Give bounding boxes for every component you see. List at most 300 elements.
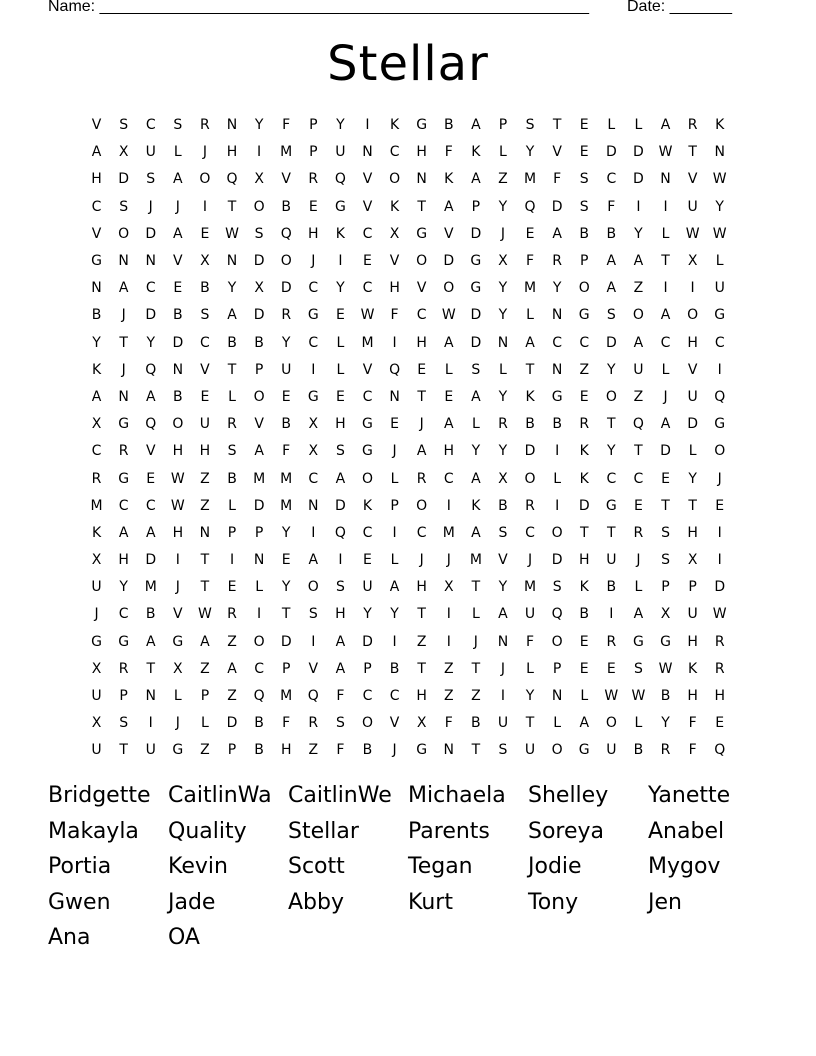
grid-letter: N	[172, 361, 184, 378]
grid-letter: H	[172, 443, 184, 460]
grid-letter: A	[471, 117, 481, 134]
grid-letter: E	[335, 388, 345, 405]
grid-letter: C	[91, 443, 102, 460]
grid-letter: D	[633, 171, 644, 188]
grid-letter: O	[578, 280, 590, 297]
grid-letter: P	[309, 144, 318, 161]
grid-letter: O	[280, 253, 292, 270]
grid-letter: G	[118, 470, 130, 487]
grid-letter: A	[660, 416, 671, 433]
grid-letter: T	[200, 579, 210, 596]
grid-letter: R	[660, 742, 671, 759]
grid-letter: K	[715, 117, 725, 134]
grid-letter: D	[524, 443, 536, 460]
word-list-item: Kevin	[168, 854, 228, 879]
grid-letter: M	[280, 470, 293, 487]
grid-letter: F	[526, 253, 535, 270]
grid-letter: A	[200, 633, 210, 650]
word-list-item: Mygov	[648, 854, 721, 879]
grid-letter: W	[631, 688, 646, 705]
grid-letter: R	[525, 497, 535, 514]
grid-letter: T	[417, 660, 426, 677]
grid-row	[83, 710, 734, 737]
grid-letter: F	[553, 171, 562, 188]
grid-letter: M	[144, 579, 157, 596]
grid-letter: H	[280, 742, 292, 759]
grid-letter: I	[365, 117, 370, 134]
grid-letter: B	[227, 334, 237, 351]
grid-letter: E	[335, 307, 345, 324]
grid-letter: Y	[336, 280, 345, 297]
grid-row	[83, 629, 734, 656]
grid-letter: G	[362, 443, 373, 460]
grid-letter: D	[578, 497, 590, 514]
grid-letter: J	[121, 307, 126, 324]
grid-letter: X	[200, 253, 210, 270]
grid-letter: R	[118, 660, 129, 677]
grid-letter: Y	[281, 579, 291, 596]
grid-letter: A	[660, 307, 671, 324]
grid-row	[83, 493, 734, 520]
grid-letter: X	[91, 715, 102, 732]
grid-letter: Z	[498, 171, 508, 188]
word-list-item: CaitlinWa	[168, 783, 272, 808]
grid-letter: E	[281, 552, 291, 569]
grid-letter: T	[607, 524, 616, 541]
grid-letter: D	[605, 144, 617, 161]
word-list-item: Quality	[168, 818, 247, 844]
grid-letter: B	[254, 334, 264, 351]
grid-letter: E	[200, 388, 210, 405]
grid-letter: W	[441, 307, 456, 324]
grid-letter: V	[687, 361, 698, 378]
grid-letter: I	[257, 144, 262, 161]
word-list-item: Abby	[288, 889, 344, 915]
grid-letter: Y	[688, 470, 697, 487]
grid-letter: N	[145, 253, 156, 270]
grid-row	[83, 330, 734, 357]
grid-letter: P	[661, 579, 670, 596]
grid-letter: A	[471, 470, 481, 487]
grid-letter: P	[390, 497, 399, 514]
grid-letter: S	[119, 715, 129, 732]
grid-letter: O	[416, 497, 428, 514]
grid-letter: V	[173, 253, 183, 270]
grid-row	[83, 438, 734, 465]
grid-letter: S	[200, 307, 210, 324]
grid-letter: C	[362, 225, 373, 242]
grid-letter: U	[362, 579, 373, 596]
grid-letter: E	[281, 388, 291, 405]
grid-letter: Y	[525, 144, 535, 161]
grid-letter: B	[579, 606, 590, 623]
grid-letter: Y	[281, 524, 291, 541]
grid-letter: I	[636, 198, 641, 215]
grid-letter: N	[714, 144, 725, 161]
grid-letter: H	[687, 334, 698, 351]
grid-letter: G	[172, 742, 184, 759]
grid-letter: V	[91, 225, 102, 242]
grid-letter: S	[661, 524, 670, 541]
grid-letter: U	[524, 742, 536, 759]
grid-letter: S	[308, 606, 318, 623]
grid-letter: S	[552, 579, 562, 596]
grid-letter: Q	[226, 171, 238, 188]
grid-letter: W	[360, 307, 375, 324]
grid-letter: O	[687, 307, 699, 324]
grid-letter: C	[362, 280, 373, 297]
grid-letter: W	[658, 144, 673, 161]
grid-letter: E	[417, 361, 427, 378]
grid-letter: T	[525, 361, 535, 378]
grid-letter: K	[579, 443, 589, 460]
grid-letter: I	[555, 497, 560, 514]
grid-letter: L	[390, 470, 399, 487]
grid-letter: M	[280, 497, 293, 514]
grid-row	[83, 574, 734, 601]
grid-letter: C	[91, 198, 102, 215]
grid-letter: I	[311, 633, 316, 650]
grid-letter: B	[227, 470, 237, 487]
word-list-item: Stellar	[288, 818, 359, 844]
grid-letter: L	[173, 688, 182, 705]
grid-letter: Y	[227, 280, 237, 297]
grid-letter: Y	[498, 307, 508, 324]
grid-letter: Q	[280, 225, 292, 242]
grid-letter: G	[605, 497, 617, 514]
grid-letter: Y	[634, 225, 643, 242]
grid-letter: E	[579, 117, 589, 134]
grid-letter: J	[121, 361, 126, 378]
grid-letter: L	[607, 117, 616, 134]
grid-letter: D	[145, 307, 157, 324]
grid-letter: Y	[498, 198, 508, 215]
grid-letter: C	[633, 470, 644, 487]
grid-letter: Z	[227, 633, 237, 650]
grid-letter: B	[173, 388, 183, 405]
grid-letter: G	[91, 253, 102, 270]
name-field-label[interactable]: Name: _______________________________________________________	[48, 0, 589, 15]
grid-letter: I	[311, 524, 316, 541]
word-list-item: Makayla	[48, 818, 139, 844]
grid-letter: G	[334, 198, 346, 215]
grid-letter: D	[605, 334, 617, 351]
grid-letter: A	[525, 334, 535, 351]
grid-letter: L	[255, 579, 264, 596]
grid-letter: Q	[307, 688, 319, 705]
grid-letter: E	[606, 660, 616, 677]
grid-letter: U	[687, 606, 698, 623]
grid-row	[83, 302, 734, 329]
grid-letter: O	[199, 171, 211, 188]
grid-letter: Z	[443, 688, 454, 705]
grid-letter: F	[282, 117, 291, 134]
grid-letter: H	[416, 688, 427, 705]
grid-letter: Q	[389, 361, 401, 378]
grid-letter: V	[443, 225, 454, 242]
grid-letter: F	[444, 715, 453, 732]
word-list-item: Anabel	[648, 818, 725, 844]
grid-letter: T	[200, 552, 210, 569]
grid-letter: A	[633, 606, 644, 623]
grid-letter: N	[91, 280, 102, 297]
word-list-item: Soreya	[528, 818, 605, 844]
grid-letter: G	[307, 307, 319, 324]
grid-letter: U	[199, 416, 211, 433]
grid-letter: G	[578, 742, 590, 759]
grid-letter: X	[173, 660, 183, 677]
grid-letter: H	[91, 171, 102, 188]
grid-letter: J	[663, 388, 668, 405]
date-field-label[interactable]: Date: _______	[627, 0, 732, 15]
grid-letter: I	[257, 606, 262, 623]
grid-letter: M	[90, 497, 103, 514]
grid-letter: R	[498, 416, 508, 433]
grid-letter: I	[392, 524, 397, 541]
grid-letter: J	[419, 416, 424, 433]
grid-letter: J	[175, 715, 180, 732]
grid-letter: I	[338, 253, 343, 270]
grid-letter: G	[470, 253, 482, 270]
grid-letter: A	[633, 253, 644, 270]
grid-letter: L	[499, 144, 507, 161]
grid-letter: F	[607, 198, 616, 215]
grid-letter: E	[363, 253, 372, 270]
grid-letter: Y	[390, 606, 399, 623]
grid-letter: W	[712, 171, 727, 188]
grid-row	[83, 139, 734, 166]
grid-letter: G	[714, 307, 726, 324]
word-list-item: CaitlinWe	[288, 783, 392, 808]
grid-letter: E	[633, 497, 643, 514]
grid-letter: X	[308, 443, 319, 460]
grid-letter: L	[228, 497, 236, 514]
grid-letter: M	[442, 524, 455, 541]
grid-letter: M	[524, 579, 537, 596]
grid-letter: U	[687, 198, 698, 215]
grid-letter: J	[717, 470, 722, 487]
grid-letter: T	[688, 497, 697, 514]
grid-letter: Y	[552, 280, 562, 297]
grid-row	[83, 683, 734, 710]
grid-letter: Y	[281, 334, 291, 351]
word-list-item: Tegan	[408, 854, 473, 879]
grid-letter: C	[118, 606, 129, 623]
grid-letter: X	[498, 470, 508, 487]
grid-letter: G	[118, 633, 130, 650]
grid-letter: M	[280, 144, 293, 161]
grid-letter: H	[687, 633, 698, 650]
grid-letter: D	[253, 253, 265, 270]
grid-letter: H	[687, 688, 698, 705]
grid-letter: T	[417, 606, 426, 623]
grid-letter: B	[633, 742, 644, 759]
grid-letter: I	[663, 280, 668, 297]
grid-letter: R	[606, 633, 617, 650]
grid-letter: T	[525, 715, 535, 732]
grid-letter: A	[389, 579, 400, 596]
grid-letter: F	[282, 443, 291, 460]
grid-letter: A	[498, 606, 508, 623]
grid-letter: X	[389, 225, 400, 242]
grid-row	[83, 166, 734, 193]
grid-letter: L	[688, 443, 697, 460]
grid-letter: I	[446, 606, 451, 623]
grid-letter: T	[227, 198, 237, 215]
grid-letter: K	[579, 470, 589, 487]
grid-letter: Y	[498, 579, 508, 596]
grid-letter: I	[663, 198, 668, 215]
grid-letter: R	[416, 470, 427, 487]
grid-letter: P	[363, 660, 372, 677]
grid-letter: Q	[524, 198, 536, 215]
grid-row	[83, 221, 734, 248]
grid-letter: C	[145, 117, 156, 134]
grid-letter: V	[308, 660, 319, 677]
grid-letter: I	[148, 715, 153, 732]
grid-row	[83, 275, 734, 302]
grid-letter: Y	[607, 361, 616, 378]
grid-letter: L	[336, 334, 345, 351]
grid-letter: C	[606, 171, 617, 188]
grid-letter: A	[145, 388, 156, 405]
grid-letter: R	[118, 443, 129, 460]
grid-letter: E	[715, 715, 725, 732]
grid-letter: O	[361, 715, 373, 732]
grid-letter: I	[717, 552, 722, 569]
grid-letter: O	[361, 470, 373, 487]
word-list-item: Tony	[528, 889, 579, 915]
grid-letter: E	[444, 388, 454, 405]
grid-letter: F	[336, 742, 345, 759]
grid-letter: T	[471, 742, 481, 759]
grid-letter: R	[714, 633, 725, 650]
grid-letter: I	[392, 633, 397, 650]
grid-row	[83, 465, 734, 492]
grid-letter: R	[687, 117, 698, 134]
grid-letter: H	[714, 688, 725, 705]
grid-letter: J	[446, 552, 451, 569]
grid-letter: G	[632, 633, 644, 650]
word-list-item: Jodie	[528, 854, 582, 879]
grid-letter: P	[119, 688, 128, 705]
grid-letter: U	[91, 742, 102, 759]
grid-letter: T	[119, 742, 128, 759]
grid-letter: G	[470, 280, 482, 297]
grid-letter: T	[281, 606, 291, 623]
grid-letter: O	[253, 198, 265, 215]
grid-letter: K	[688, 660, 698, 677]
grid-letter: N	[443, 742, 454, 759]
grid-letter: D	[660, 443, 671, 460]
grid-letter: Z	[308, 742, 319, 759]
grid-letter: X	[91, 660, 102, 677]
word-list-item: Gwen	[48, 889, 111, 915]
grid-letter: J	[175, 579, 180, 596]
grid-letter: C	[118, 497, 129, 514]
grid-letter: S	[335, 443, 345, 460]
grid-letter: C	[606, 470, 617, 487]
grid-letter: S	[119, 117, 129, 134]
grid-letter: V	[362, 198, 373, 215]
grid-letter: B	[660, 688, 671, 705]
grid-letter: H	[578, 552, 590, 569]
grid-letter: E	[173, 280, 183, 297]
grid-letter: X	[416, 715, 427, 732]
grid-letter: G	[416, 742, 428, 759]
grid-letter: S	[254, 225, 264, 242]
word-list-item: Jen	[648, 889, 682, 915]
grid-letter: J	[500, 225, 506, 242]
grid-letter: I	[392, 334, 397, 351]
grid-letter: Y	[254, 117, 264, 134]
grid-letter: X	[687, 253, 698, 270]
grid-letter: S	[498, 524, 508, 541]
grid-letter: A	[443, 198, 454, 215]
grid-letter: N	[226, 117, 238, 134]
grid-letter: A	[471, 524, 481, 541]
grid-letter: U	[687, 388, 698, 405]
grid-letter: Z	[200, 470, 210, 487]
grid-letter: G	[660, 633, 671, 650]
grid-letter: C	[362, 688, 373, 705]
grid-letter: F	[390, 307, 399, 324]
grid-letter: H	[118, 552, 129, 569]
grid-letter: B	[91, 307, 102, 324]
grid-letter: U	[497, 715, 509, 732]
grid-letter: J	[175, 198, 180, 215]
grid-letter: H	[687, 524, 698, 541]
grid-letter: A	[227, 660, 237, 677]
grid-letter: I	[311, 361, 316, 378]
grid-letter: P	[688, 579, 697, 596]
grid-letter: A	[145, 524, 156, 541]
grid-letter: D	[145, 552, 157, 569]
grid-letter: S	[661, 552, 670, 569]
grid-letter: A	[335, 470, 346, 487]
grid-letter: G	[307, 388, 319, 405]
grid-letter: N	[362, 144, 373, 161]
grid-row	[83, 656, 734, 683]
grid-letter: A	[552, 225, 562, 242]
grid-letter: S	[606, 307, 616, 324]
grid-letter: P	[254, 361, 264, 378]
grid-letter: Q	[551, 606, 563, 623]
grid-letter: J	[311, 253, 316, 270]
grid-letter: M	[361, 334, 374, 351]
grid-letter: C	[308, 280, 319, 297]
grid-letter: C	[308, 334, 319, 351]
grid-letter: L	[553, 470, 562, 487]
grid-letter: P	[227, 524, 237, 541]
grid-letter: F	[282, 715, 291, 732]
grid-letter: N	[145, 688, 156, 705]
grid-letter: A	[443, 334, 454, 351]
grid-letter: B	[389, 660, 400, 677]
grid-letter: S	[335, 579, 345, 596]
grid-letter: O	[253, 633, 265, 650]
grid-letter: Y	[119, 579, 128, 596]
grid-letter: Q	[714, 388, 726, 405]
grid-letter: E	[390, 416, 399, 433]
grid-letter: L	[526, 307, 534, 324]
grid-letter: Q	[632, 416, 644, 433]
grid-letter: C	[552, 334, 563, 351]
grid-letter: Z	[443, 660, 454, 677]
grid-letter: T	[661, 497, 670, 514]
grid-letter: N	[416, 171, 427, 188]
grid-letter: Y	[498, 443, 508, 460]
